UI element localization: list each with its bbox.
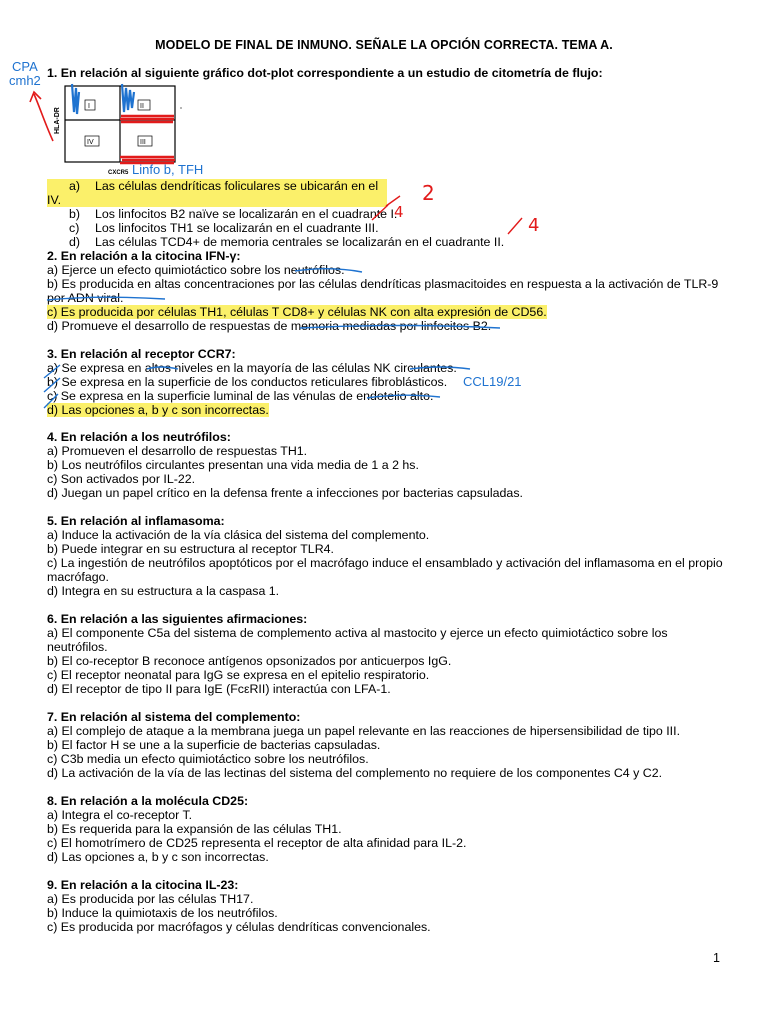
- q2-option-d[interactable]: d) Promueve el desarrollo de respuestas de memoria mediadas por linfocitos B2.: [47, 319, 492, 333]
- page-number: 1: [713, 951, 720, 965]
- q4-option-a[interactable]: a) Promueven el desarrollo de respuestas TH1.: [47, 444, 308, 458]
- quadrant-label-iii: III: [140, 139, 146, 146]
- q3-option-a[interactable]: a) Se expresa en altos niveles en la mayoría de las células NK circulantes.: [47, 361, 457, 375]
- q7-option-d[interactable]: d) La activación de la vía de las lectinas del sistema del complemento no requiere de los componentes C4 y C2.: [47, 766, 663, 780]
- q7-option-a[interactable]: a) El complejo de ataque a la membrana juega un papel relevante en las reacciones de hipersensibilidad de tipo III.: [47, 724, 681, 738]
- q8-option-a[interactable]: a) Integra el co-receptor T.: [47, 808, 193, 822]
- annotation-cpa: CPA: [12, 59, 38, 74]
- q4-option-b[interactable]: b) Los neutrófilos circulantes presentan una vida media de 1 a 2 hs.: [47, 458, 419, 472]
- question-8-heading: 8. En relación a la molécula CD25:: [47, 794, 249, 808]
- question-6-heading: 6. En relación a las siguientes afirmaciones:: [47, 612, 308, 626]
- q6-option-d[interactable]: d) El receptor de tipo II para IgE (FcεRII) interactúa con LFA-1.: [47, 682, 391, 696]
- page-title: MODELO DE FINAL DE INMUNO. SEÑALE LA OPCIÓN CORRECTA. TEMA A.: [155, 38, 613, 52]
- annotation-two: 2: [422, 181, 435, 205]
- quadrant-label-ii: II: [140, 103, 144, 110]
- q2-option-b[interactable]: b) Es producida en altas concentraciones por las células dendríticas plasmacitoides en respuesta a la activación de TLR-9 por ADN viral.: [47, 277, 719, 305]
- x-axis-label: CXCR5: [108, 170, 129, 176]
- q1-option-c[interactable]: c) Los linfocitos TH1 se localizarán en el cuadrante III.: [69, 221, 379, 235]
- q9-option-a[interactable]: a) Es producida por las células TH17.: [47, 892, 254, 906]
- q1-option-a[interactable]: a) Las células dendríticas foliculares se ubicarán en el IV.: [47, 179, 387, 207]
- q7-option-b[interactable]: b) El factor H se une a la superficie de bacterias capsuladas.: [47, 738, 381, 752]
- annotation-four-a: 4: [394, 203, 404, 221]
- q2-option-a[interactable]: a) Ejerce un efecto quimiotáctico sobre los neutrófilos.: [47, 263, 345, 277]
- q6-option-b[interactable]: b) El co-receptor B reconoce antígenos opsonizados por anticuerpos IgG.: [47, 654, 452, 668]
- q8-option-b[interactable]: b) Es requerida para la expansión de las células TH1.: [47, 822, 342, 836]
- q2-option-c[interactable]: c) Es producida por células TH1, células T CD8+ y células NK con alta expresión de CD56.: [47, 305, 547, 319]
- question-9-heading: 9. En relación a la citocina IL-23:: [47, 878, 239, 892]
- q7-option-c[interactable]: c) C3b media un efecto quimiotáctico sobre los neutrófilos.: [47, 752, 369, 766]
- q4-option-d[interactable]: d) Juegan un papel crítico en la defensa frente a infecciones por bacterias capsuladas.: [47, 486, 523, 500]
- q3-option-c[interactable]: c) Se expresa en la superficie luminal de las vénulas de endotelio alto.: [47, 389, 434, 403]
- q3-option-d[interactable]: d) Las opciones a, b y c son incorrectas.: [47, 403, 269, 417]
- q6-option-c[interactable]: c) El receptor neonatal para IgG se expresa en el epitelio respiratorio.: [47, 668, 430, 682]
- q3-option-b[interactable]: b) Se expresa en la superficie de los conductos reticulares fibroblásticos.: [47, 375, 448, 389]
- y-axis-label: HLA-DR: [54, 107, 61, 134]
- q5-option-a[interactable]: a) Induce la activación de la vía clásica del sistema del complemento.: [47, 528, 430, 542]
- q9-option-b[interactable]: b) Induce la quimiotaxis de los neutrófilos.: [47, 906, 278, 920]
- quadrant-label-i: I: [88, 103, 90, 110]
- q1-option-d[interactable]: d) Las células TCD4+ de memoria centrales se localizarán en el cuadrante II.: [69, 235, 505, 249]
- q5-option-d[interactable]: d) Integra en su estructura a la caspasa 1.: [47, 584, 280, 598]
- question-3-heading: 3. En relación al receptor CCR7:: [47, 347, 236, 361]
- q9-option-c[interactable]: c) Es producida por macrófagos y células dendríticas convencionales.: [47, 920, 431, 934]
- question-4-heading: 4. En relación a los neutrófilos:: [47, 430, 231, 444]
- question-5-heading: 5. En relación al inflamasoma:: [47, 514, 225, 528]
- q1-option-b[interactable]: b) Los linfocitos B2 naïve se localizarán en el cuadrante I.: [69, 207, 398, 221]
- q5-option-b[interactable]: b) Puede integrar en su estructura al receptor TLR4.: [47, 542, 334, 556]
- question-1-heading: 1. En relación al siguiente gráfico dot-plot correspondiente a un estudio de citometría de flujo:: [47, 66, 603, 80]
- q6-option-a[interactable]: a) El componente C5a del sistema de complemento activa al mastocito y ejerce un efecto quimiotáctico sobre los neutrófilos.: [47, 626, 668, 654]
- q5-option-c[interactable]: c) La ingestión de neutrófilos apoptóticos por el macrófago induce el ensamblado y activación del inflamasoma en el propio macrófago.: [47, 556, 723, 584]
- question-7-heading: 7. En relación al sistema del complemento:: [47, 710, 301, 724]
- annotation-ccl: CCL19/21: [463, 374, 522, 389]
- q4-option-c[interactable]: c) Son activados por IL-22.: [47, 472, 196, 486]
- q8-option-d[interactable]: d) Las opciones a, b y c son incorrectas.: [47, 850, 269, 864]
- annotation-cmh2: cmh2: [9, 73, 41, 88]
- quadrant-label-iv: IV: [87, 139, 94, 146]
- question-2-heading: 2. En relación a la citocina IFN-γ:: [47, 249, 241, 263]
- annotation-linfo: Linfo b, TFH: [132, 162, 204, 177]
- annotation-four-b: 4: [528, 215, 540, 236]
- q8-option-c[interactable]: c) El homotrímero de CD25 representa el receptor de alta afinidad para IL-2.: [47, 836, 467, 850]
